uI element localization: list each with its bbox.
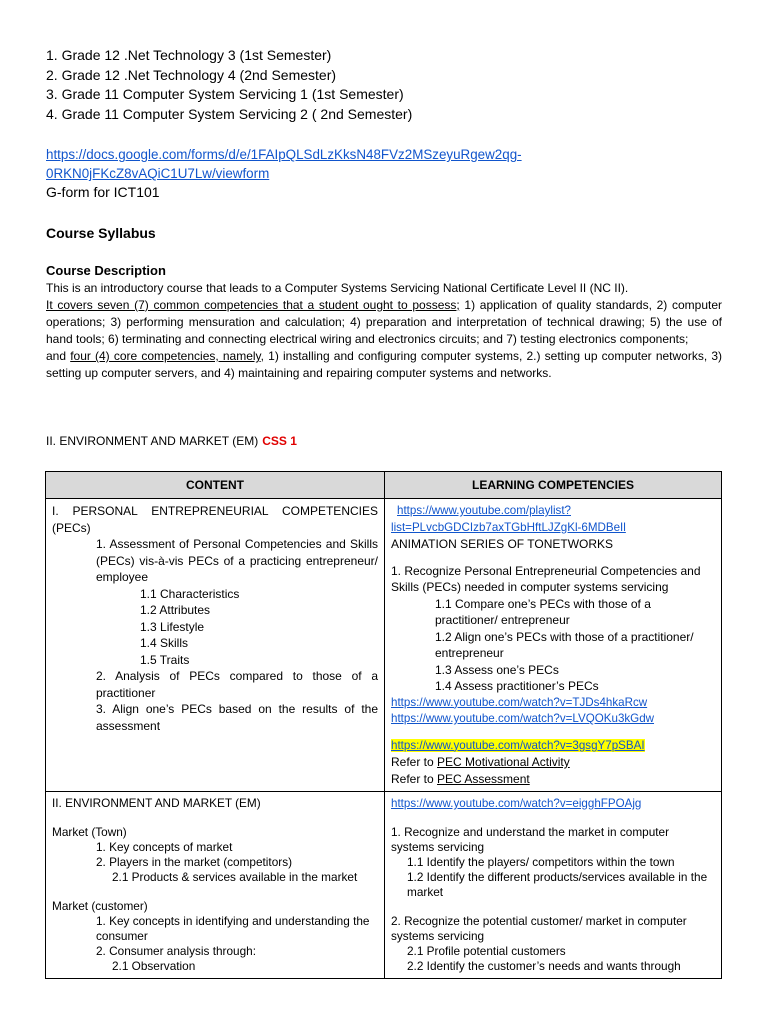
pecs-item-2: 2. Analysis of PECs compared to those of a practitioner <box>96 669 378 700</box>
customer-subitem: 2.1 Observation <box>112 959 196 973</box>
syllabus-title: Course Syllabus <box>46 225 156 241</box>
pecs-subitem: 1.2 Attributes <box>140 603 211 617</box>
town-subitem: 2.1 Products & services available in the market <box>112 870 358 884</box>
pecs-title: I. PERSONAL ENTREPRENEURIAL COMPETENCIES (PECs) <box>52 504 378 535</box>
town-item: 1. Key concepts of market <box>96 840 233 854</box>
highlighted-link-text: https://www.youtube.com/watch?v=3gsgY7pSBAI <box>391 738 645 752</box>
em-title: II. ENVIRONMENT AND MARKET (EM) <box>52 796 261 810</box>
customer-item-1: 1. Key concepts in identifying and understanding the consumer <box>96 914 370 943</box>
grade-item: 4. Grade 11 Computer System Servicing 2 ( 2nd Semester) <box>46 105 413 122</box>
core-competencies-list: , 1) installing and configuring computer systems, 2.) setting up computer networks, 3) setting up computer servers, and 4) maintaining and repairing computer systems and networks. <box>46 349 723 380</box>
youtube-link[interactable]: https://www.youtube.com/watch?v=LVQOKu3kGdw <box>391 712 655 725</box>
competency-subitem: 1.1 Compare one’s PECs with those of a practitioner/ entrepreneur <box>435 596 651 627</box>
common-competencies-list: 1) application of quality standards, 2) computer operations; 3) performing mensuration and calculation; 4) preparation and interpretation of technical drawing; 5) the use of hand tools; 6) terminating and connecting electrical wiring and electronics circuits; and 7) testing electronics components; <box>46 298 722 346</box>
google-form-link-cont[interactable]: 0RKN0jFKcZ8vAQiC1U7Lw/viewform <box>46 166 270 181</box>
common-competencies-paragraph <box>46 297 722 348</box>
competency-item-1: 1. Recognize Personal Entrepreneurial Competencies and Skills (PECs) needed in computer systems servicing <box>391 563 701 594</box>
competency-subitem: 1.3 Assess one’s PECs <box>435 662 559 677</box>
pecs-item-1: 1. Assessment of Personal Competencies and Skills (PECs) vis-à-vis PECs of a practicing entrepreneur/ employee <box>96 537 378 584</box>
pecs-subitem: 1.5 Traits <box>140 652 190 667</box>
market-town-heading: Market (Town) <box>52 825 127 839</box>
course-description-heading: Course Description <box>46 263 166 278</box>
em-content-cell <box>46 792 385 979</box>
playlist-link-cont[interactable]: list=PLvcbGDCIzb7axTGbHftLJZgKl-6MDBeIl <box>391 520 626 534</box>
competency-subitem: 1.2 Align one’s PECs with those of a practitioner/ entrepreneur <box>435 629 694 660</box>
table-row <box>46 499 722 792</box>
youtube-link-highlighted[interactable] <box>391 738 715 755</box>
em-heading <box>46 434 297 448</box>
grade-list <box>46 46 412 124</box>
pecs-subitem: 1.3 Lifestyle <box>140 619 205 634</box>
market-competency-subitem: 1.1 Identify the players/ competitors within the town <box>407 855 675 869</box>
youtube-link[interactable]: https://www.youtube.com/watch?v=eigghFPOAjg <box>391 797 642 810</box>
market-competency-subitem: 2.2 Identify the customer’s needs and wants through <box>407 959 681 973</box>
pecs-item-3: 3. Align one’s PECs based on the results of the assessment <box>96 702 378 733</box>
course-description <box>46 280 722 382</box>
customer-item-2: 2. Consumer analysis through: <box>96 944 256 958</box>
playlist-link[interactable]: https://www.youtube.com/playlist? <box>397 504 571 517</box>
refer-prefix: Refer to <box>391 755 438 769</box>
refer-line <box>391 771 715 788</box>
youtube-link[interactable]: https://www.youtube.com/watch?v=TJDs4hkaRcw <box>391 695 648 709</box>
course-intro: This is an introductory course that leads to a Computer Systems Servicing National Certificate Level II (NC II). <box>46 281 629 295</box>
em-heading-label: II. ENVIRONMENT AND MARKET (EM) <box>46 434 259 448</box>
market-competency-2: 2. Recognize the potential customer/ market in computer systems servicing <box>391 914 687 943</box>
grade-item: 3. Grade 11 Computer System Servicing 1 (1st Semester) <box>46 86 404 102</box>
refer-prefix: Refer to <box>391 771 438 786</box>
core-competencies-lead: four (4) core competencies, namely <box>70 349 261 363</box>
pecs-subitem: 1.4 Skills <box>140 636 189 650</box>
gform-caption: G-form for ICT101 <box>46 184 160 200</box>
grade-item: 2. Grade 12 .Net Technology 4 (2nd Semester) <box>46 66 337 83</box>
market-customer-heading: Market (customer) <box>52 899 148 913</box>
content-header: CONTENT <box>46 472 385 499</box>
syllabus-table <box>45 471 722 979</box>
market-competency-subitem: 2.1 Profile potential customers <box>407 944 566 958</box>
google-form-link[interactable]: https://docs.google.com/forms/d/e/1FAIpQLSdLzKksN48FVz2MSzeyuRgew2qg- <box>46 147 522 162</box>
pec-assessment-link[interactable]: PEC Assessment <box>437 771 530 786</box>
table-row <box>46 792 722 979</box>
pec-motivational-activity-link[interactable]: PEC Motivational Activity <box>437 755 570 769</box>
competencies-header: LEARNING COMPETENCIES <box>385 472 722 499</box>
grade-item: 1. Grade 12 .Net Technology 3 (1st Semester) <box>46 47 332 63</box>
pecs-subitem: 1.1 Characteristics <box>140 586 240 601</box>
animation-series-label: ANIMATION SERIES OF TONETWORKS <box>391 537 614 551</box>
css-tag: CSS 1 <box>262 434 297 448</box>
core-prefix: and <box>46 349 71 363</box>
competency-subitem: 1.4 Assess practitioner’s PECs <box>435 679 599 693</box>
common-competencies-lead: It covers seven (7) common competencies that a student ought to possess; <box>46 298 460 312</box>
table-header-row <box>46 472 722 499</box>
core-competencies-paragraph <box>46 348 722 382</box>
em-competencies-cell <box>385 792 722 979</box>
pecs-content-cell <box>46 499 385 792</box>
pecs-competencies-cell <box>385 499 722 792</box>
market-competency-subitem: 1.2 Identify the different products/services available in the market <box>407 870 708 899</box>
town-item: 2. Players in the market (competitors) <box>96 855 293 869</box>
refer-line <box>391 754 715 771</box>
google-form-link-block <box>46 145 522 183</box>
market-competency-1: 1. Recognize and understand the market in computer systems servicing <box>391 825 670 854</box>
